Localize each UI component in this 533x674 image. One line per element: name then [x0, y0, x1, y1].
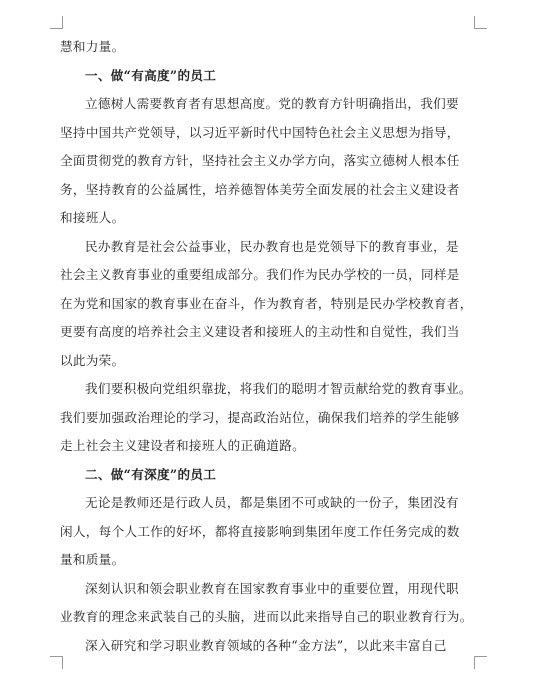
margin-corner-mark [474, 656, 487, 669]
paragraph-line: 和接班人。 [60, 210, 125, 225]
paragraph-line: 深刻认识和领会职业教育在国家教育事业中的重要位置，用现代职 [85, 581, 459, 596]
section-heading: 二、做“有深度”的员工 [85, 467, 217, 482]
paragraph-line: 务，坚持教育的公益属性，培养德智体美劳全面发展的社会主义建设者 [60, 182, 460, 197]
section-heading: 一、做“有高度”的员工 [85, 68, 217, 83]
margin-corner-mark [474, 16, 487, 29]
paragraph-line: 坚持中国共产党领导，以习近平新时代中国特色社会主义思想为指导， [60, 125, 460, 140]
paragraph-line: 量和质量。 [60, 552, 125, 567]
paragraph-line: 无论是教师还是行政人员，都是集团不可或缺的一份子，集团没有 [85, 495, 459, 510]
paragraph-line: 慧和力量。 [60, 39, 125, 54]
paragraph-line: 在为党和国家的教育事业在奋斗，作为教育者，特别是民办学校教育者， [60, 296, 473, 311]
margin-corner-mark [50, 656, 63, 669]
paragraph-line: 深入研究和学习职业教育领域的各种“金方法”，以此来丰富自己 [85, 638, 447, 653]
margin-corner-mark [50, 16, 63, 29]
paragraph-line: 走上社会主义建设者和接班人的正确道路。 [60, 438, 305, 453]
paragraph-line: 全面贯彻党的教育方针，坚持社会主义办学方向，落实立德树人根本任 [60, 153, 460, 168]
paragraph-line: 闲人，每个人工作的好坏，都将直接影响到集团年度工作任务完成的数 [60, 524, 460, 539]
paragraph-line: 我们要加强政治理论的学习，提高政治站位，确保我们培养的学生能够 [60, 410, 460, 425]
paragraph-line: 我们要积极向党组织靠拢，将我们的聪明才智贡献给党的教育事业。 [85, 381, 472, 396]
paragraph-line: 以此为荣。 [60, 353, 125, 368]
paragraph-line: 业教育的理念来武装自己的头脑，进而以此来指导自己的职业教育行为。 [60, 609, 473, 624]
paragraph-line: 社会主义教育事业的重要组成部分。我们作为民办学校的一员，同样是 [60, 267, 460, 282]
paragraph-line: 民办教育是社会公益事业，民办教育也是党领导下的教育事业，是 [85, 239, 459, 254]
paragraph-line: 立德树人需要教育者有思想高度。党的教育方针明确指出，我们要 [85, 96, 459, 111]
paragraph-line: 更要有高度的培养社会主义建设者和接班人的主动性和自觉性，我们当 [60, 324, 460, 339]
